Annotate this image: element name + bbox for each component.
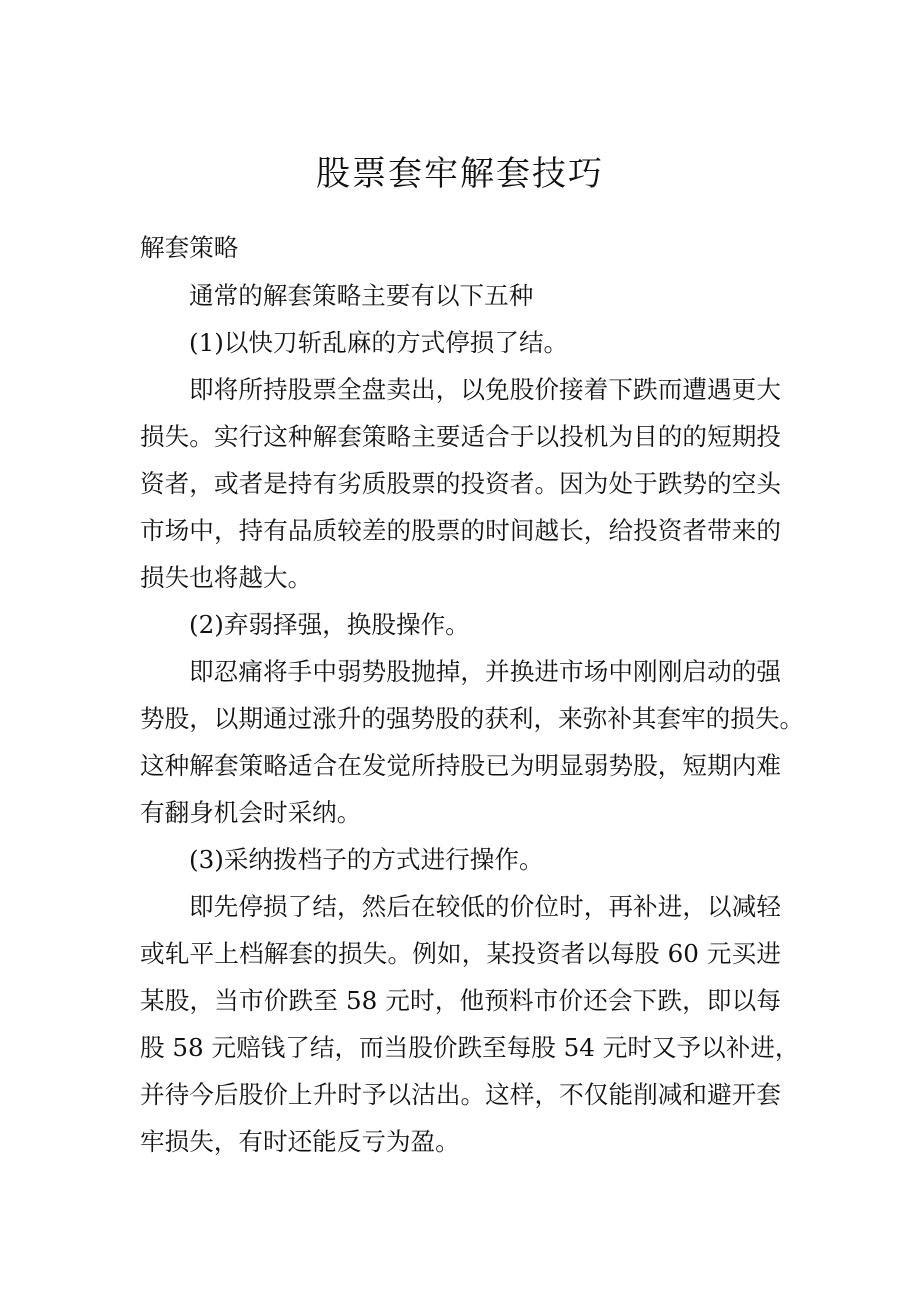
paragraph-line: 势股，以期通过涨升的强势股的获利，来弥补其套牢的损失。 [140, 704, 805, 733]
paragraph-line: 股 58 元赔钱了结，而当股价跌至每股 54 元时又予以补进， [140, 1033, 800, 1062]
document-title: 股票套牢解套技巧 [316, 154, 604, 194]
paragraph-line: 资者，或者是持有劣质股票的投资者。因为处于跌势的空头 [140, 469, 781, 498]
paragraph [140, 883, 800, 1165]
paragraph [140, 648, 805, 836]
paragraph [140, 366, 781, 601]
section-heading: 解套策略 [140, 233, 239, 262]
paragraph-line: 某股，当市价跌至 58 元时，他预料市价还会下跌，即以每 [140, 986, 781, 1015]
paragraph-line: 损失。实行这种解套策略主要适合于以投机为目的的短期投 [140, 422, 781, 451]
paragraph [140, 836, 781, 883]
paragraph-line: 损失也将越大。 [140, 563, 313, 592]
paragraph-line: 并待今后股价上升时予以沽出。这样，不仅能削减和避开套 [140, 1080, 781, 1109]
paragraph-line: 即忍痛将手中弱势股抛掉，并换进市场中刚刚启动的强 [189, 657, 781, 686]
paragraph [140, 601, 781, 648]
paragraph-line: 或轧平上档解套的损失。例如，某投资者以每股 60 元买进 [140, 939, 781, 968]
paragraph-line: 市场中，持有品质较差的股票的时间越长，给投资者带来的 [140, 516, 781, 545]
paragraph-line: 这种解套策略适合在发觉所持股已为明显弱势股，短期内难 [140, 751, 781, 780]
document-body [140, 224, 805, 1165]
paragraph-line: 有翻身机会时采纳。 [140, 798, 362, 827]
paragraph [140, 319, 781, 366]
paragraph-line: (3)采纳拨档子的方式进行操作。 [189, 845, 544, 874]
paragraph-line: (1)以快刀斩乱麻的方式停损了结。 [189, 328, 569, 357]
paragraph-line: 即将所持股票全盘卖出，以免股价接着下跌而遭遇更大 [189, 375, 781, 404]
paragraph [140, 272, 781, 319]
paragraph-line: (2)弃弱择强，换股操作。 [189, 610, 470, 639]
paragraph-line: 牢损失，有时还能反亏为盈。 [140, 1127, 460, 1156]
paragraph-line: 即先停损了结，然后在较低的价位时，再补进，以减轻 [189, 892, 781, 921]
paragraph-line: 通常的解套策略主要有以下五种 [189, 281, 534, 310]
